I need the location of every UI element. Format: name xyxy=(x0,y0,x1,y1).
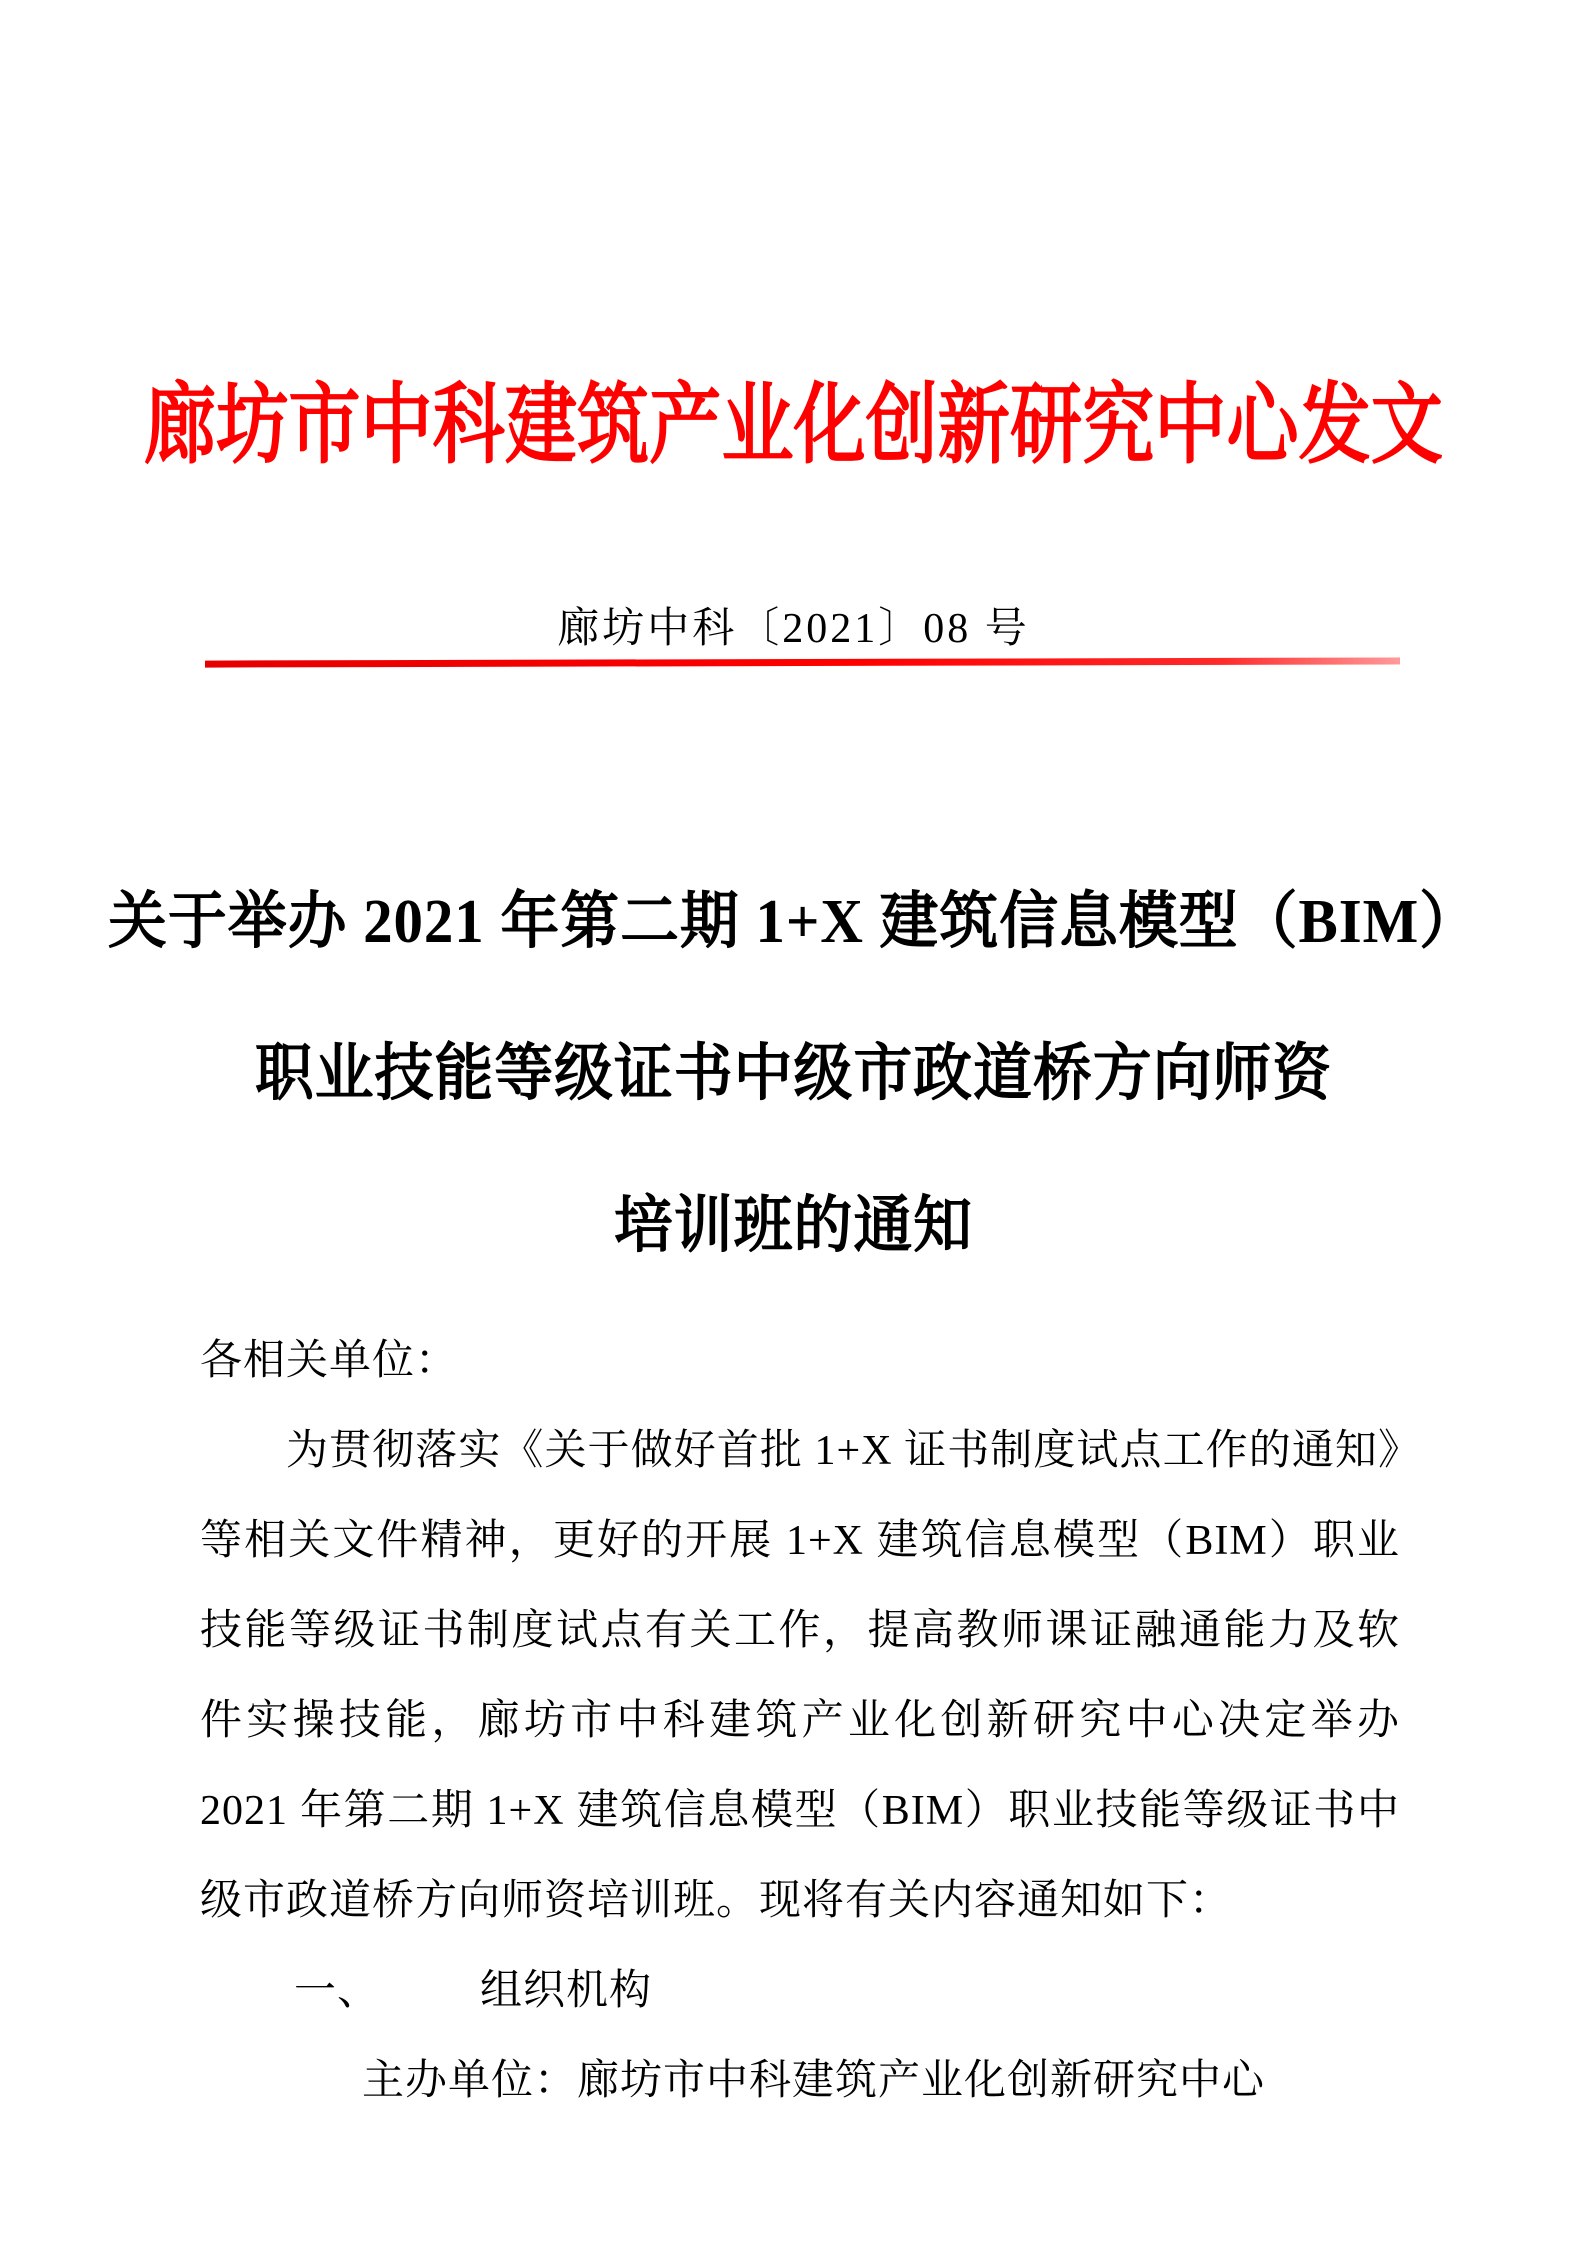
salutation: 各相关单位： xyxy=(200,1338,459,1384)
document-number: 廊坊中科〔2021〕08 号 xyxy=(557,606,1030,652)
body-paragraph: 为贯彻落实《关于做好首批 1+X 证书制度试点工作的通知》等相关文件精神，更好的开展 1+X 建筑信息模型（BIM）职业技能等级证书制度试点有关工作，提高教师课证融通能力及软件实操技能，廊坊市中科建筑产业化创新研究中心决定举办 2021 年第二期 1+X 建筑信息模型（BIM）职业技能等级证书中级市政道桥方向师资培训班。现将有关内容通知如下： xyxy=(200,1428,1400,1924)
section-1-number: 一、 xyxy=(294,1968,381,2014)
letterhead-org-title: 廊坊市中科建筑产业化创新研究中心发文 xyxy=(144,378,1443,475)
notice-title-line-3: 培训班的通知 xyxy=(613,1192,974,1260)
notice-title-line-1: 关于举办 2021 年第二期 1+X 建筑信息模型（BIM） xyxy=(108,888,1479,956)
letterhead-red-rule xyxy=(205,657,1400,667)
notice-body xyxy=(200,1316,1400,2126)
notice-title xyxy=(60,846,1527,1302)
section-1-title: 组织机构 xyxy=(480,1968,653,2014)
notice-title-line-2: 职业技能等级证书中级市政道桥方向师资 xyxy=(254,1040,1333,1108)
host-unit-line: 主办单位：廊坊市中科建筑产业化创新研究中心 xyxy=(362,2058,1266,2104)
section-1-heading xyxy=(200,1946,1400,2036)
